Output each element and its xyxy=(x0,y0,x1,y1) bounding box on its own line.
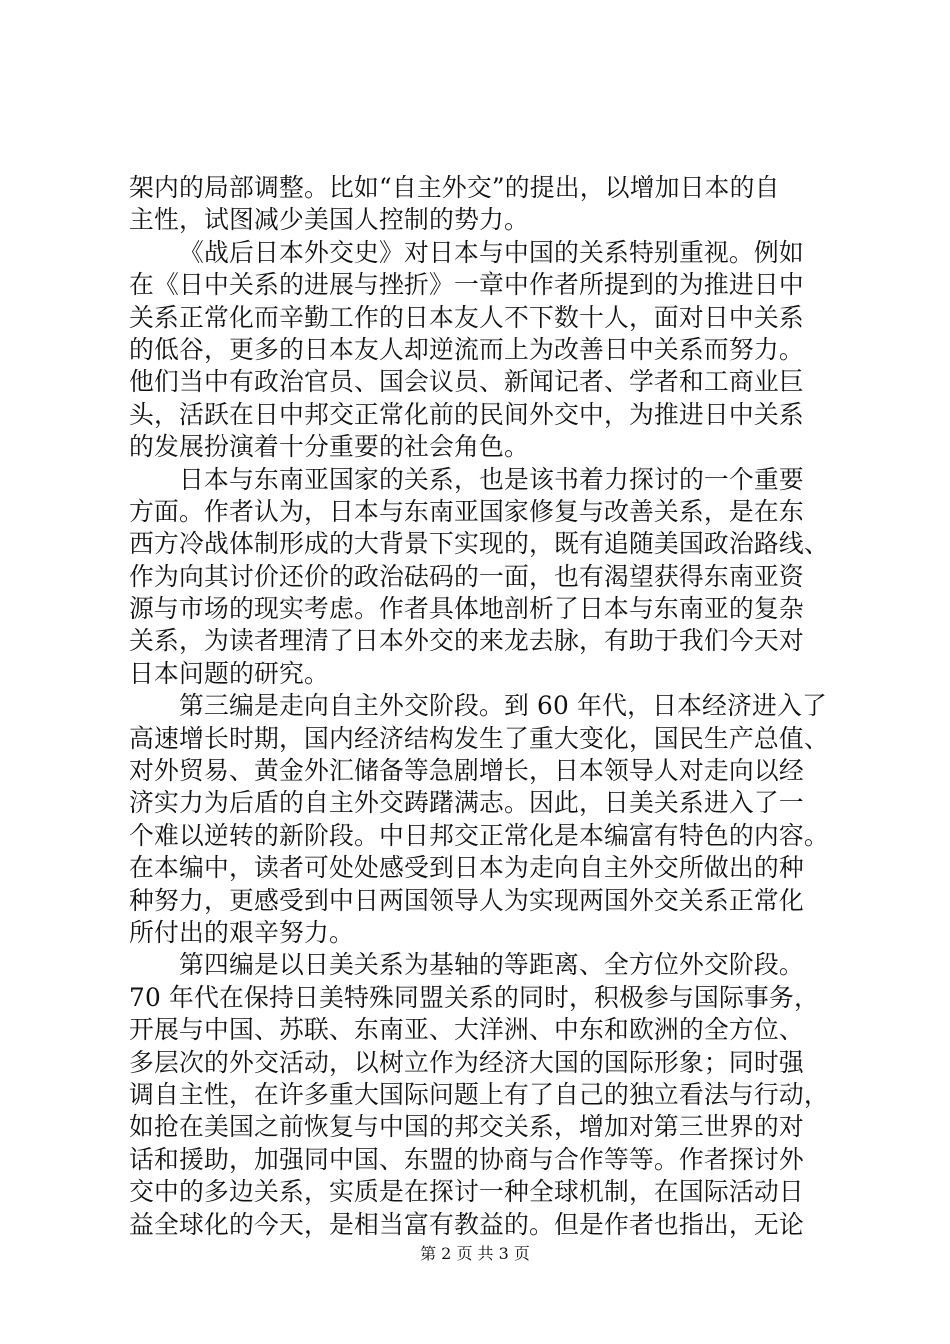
text-line: 第三编是走向自主外交阶段。到 60 年代，日本经济进入了 xyxy=(179,691,828,721)
page-number-label: 第 2 页 共 3 页 xyxy=(420,1244,530,1263)
text-line: 关系，为读者理清了日本外交的来龙去脉，有助于我们今天对 xyxy=(129,626,804,656)
text-line: 日本问题的研究。 xyxy=(129,658,329,688)
text-line: 交中的多边关系，实质是在探讨一种全球机制，在国际活动日 xyxy=(129,1177,804,1207)
text-line: 的低谷，更多的日本友人却逆流而上为改善日中关系而努力。 xyxy=(129,334,804,364)
text-line: 他们当中有政治官员、国会议员、新闻记者、学者和工商业巨 xyxy=(129,367,804,397)
text-line: 源与市场的现实考虑。作者具体地剖析了日本与东南亚的复杂 xyxy=(129,594,804,624)
text-line: 济实力为后盾的自主外交踌躇满志。因此，日美关系进入了一 xyxy=(129,788,804,818)
text-line: 种努力，更感受到中日两国领导人为实现两国外交关系正常化 xyxy=(129,885,804,915)
text-line: 个难以逆转的新阶段。中日邦交正常化是本编富有特色的内容。 xyxy=(129,820,829,850)
text-line: 日本与东南亚国家的关系，也是该书着力探讨的一个重要 xyxy=(179,464,804,494)
text-line: 的发展扮演着十分重要的社会角色。 xyxy=(129,432,529,462)
text-line: 对外贸易、黄金外汇储备等急剧增长，日本领导人对走向以经 xyxy=(129,756,804,786)
text-line: 70 年代在保持日美特殊同盟关系的同时，积极参与国际事务， xyxy=(129,982,819,1012)
paragraph xyxy=(129,949,829,1241)
paragraph xyxy=(129,464,829,691)
paragraph xyxy=(129,172,829,237)
text-line: 在本编中，读者可处处感受到日本为走向自主外交所做出的种 xyxy=(129,853,804,883)
text-line: 调自主性，在许多重大国际问题上有了自己的独立看法与行动， xyxy=(129,1079,829,1109)
text-line: 多层次的外交活动，以树立作为经济大国的国际形象；同时强 xyxy=(129,1047,804,1077)
text-line: 高速增长时期，国内经济结构发生了重大变化，国民生产总值、 xyxy=(129,723,829,753)
text-line: 架内的局部调整。比如“自主外交”的提出，以增加日本的自 xyxy=(129,173,780,202)
text-line: 《战后日本外交史》对日本与中国的关系特别重视。例如 xyxy=(179,237,804,267)
text-line: 所付出的艰辛努力。 xyxy=(129,917,354,947)
text-line: 如抢在美国之前恢复与中国的邦交关系，增加对第三世界的对 xyxy=(129,1112,804,1142)
paragraph xyxy=(129,237,829,464)
text-line: 关系正常化而辛勤工作的日本友人不下数十人，面对日中关系 xyxy=(129,302,804,332)
text-line: 作为向其讨价还价的政治砝码的一面，也有渴望获得东南亚资 xyxy=(129,561,804,591)
text-line: 主性，试图减少美国人控制的势力。 xyxy=(129,205,529,235)
text-line: 益全球化的今天，是相当富有教益的。但是作者也指出，无论 xyxy=(129,1209,804,1239)
text-line: 方面。作者认为，日本与东南亚国家修复与改善关系，是在东 xyxy=(129,496,804,526)
text-line: 话和援助，加强同中国、东盟的协商与合作等等。作者探讨外 xyxy=(129,1144,804,1174)
document-body xyxy=(129,172,829,1241)
text-line: 开展与中国、苏联、东南亚、大洋洲、中东和欧洲的全方位、 xyxy=(129,1015,804,1045)
text-line: 头，活跃在日中邦交正常化前的民间外交中，为推进日中关系 xyxy=(129,399,804,429)
text-line: 第四编是以日美关系为基轴的等距离、全方位外交阶段。 xyxy=(179,950,804,980)
page-footer xyxy=(0,1244,950,1264)
text-line: 在《日中关系的进展与挫折》一章中作者所提到的为推进日中 xyxy=(129,270,804,300)
text-line: 西方冷战体制形成的大背景下实现的，既有追随美国政治路线、 xyxy=(129,529,829,559)
paragraph xyxy=(129,690,829,949)
